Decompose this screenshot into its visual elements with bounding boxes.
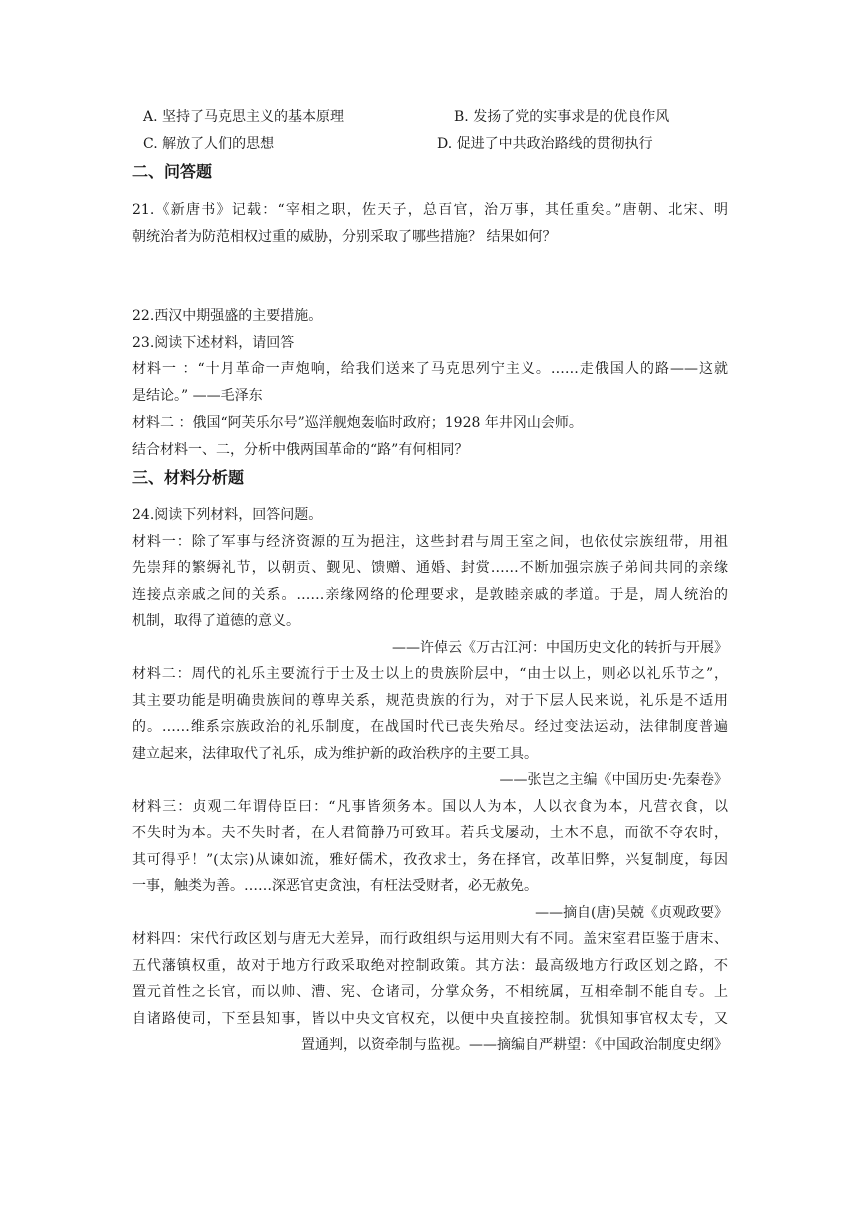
- material-2-line: 建立起来，法律取代了礼乐，成为维护新的政治秩序的主要工具。: [132, 746, 538, 762]
- section-heading-material: 三、材料分析题: [132, 468, 245, 487]
- material-4-line-with-source: 置通判，以资牵制与监视。——摘编自严耕望：《中国政治制度史纲》: [301, 1037, 728, 1053]
- option-b: B. 发扬了党的实事求是的优良作风: [454, 109, 670, 125]
- question-23-line: 23.阅读下述材料，请回答: [132, 335, 295, 351]
- material-3-source: ——摘自(唐)吴兢《贞观政要》: [535, 905, 728, 921]
- material-2-line: 的。……维系宗族政治的礼乐制度，在战国时代已丧失殆尽。经过变法运动，法律制度普遍: [132, 719, 728, 735]
- material-1-line: 先崇拜的繁缛礼节，以朝贡、觐见、馈赠、通婚、封赏……不断加强宗族子弟间共同的亲缘: [132, 560, 728, 576]
- material-4-line: 自诸路使司，下至县知事，皆以中央文官权充，以便中央直接控制。犹惧知事官权太专，又: [132, 1011, 728, 1027]
- question-21-line: 朝统治者为防范相权过重的威胁，分别采取了哪些措施？ 结果如何？: [132, 229, 557, 245]
- material-3-line: 一事，触类为善。……深恶官吏贪浊，有枉法受财者，必无赦免。: [132, 878, 538, 894]
- section-heading-qa: 二、问答题: [132, 162, 213, 181]
- question-23-line: 结合材料一、二，分析中俄两国革命的“路”有何相同？: [132, 442, 469, 458]
- question-23-line: 材料一 ：“十月革命一声炮响，给我们送来了马克思列宁主义。……走俄国人的路——这就: [132, 361, 728, 377]
- material-1-source: ——许倬云《万古江河：中国历史文化的转折与开展》: [392, 640, 728, 656]
- question-23-line: 是结论。” ——毛泽东: [132, 388, 263, 404]
- material-1-line: 机制，取得了道德的意义。: [132, 613, 300, 629]
- question-22: 22.西汉中期强盛的主要措施。: [132, 308, 323, 324]
- material-4-line: 五代藩镇权重，故对于地方行政采取绝对控制政策。其方法：最高级地方行政区划之路，不: [132, 958, 728, 974]
- material-2-line: 材料二：周代的礼乐主要流行于士及士以上的贵族阶层中，“由士以上，则必以礼乐节之”，: [132, 666, 728, 682]
- option-c: C. 解放了人们的思想: [143, 136, 275, 152]
- material-3-line: 其可得乎！”(太宗)从谏如流，雅好儒术，孜孜求士，务在择官，改革旧弊，兴复制度，每因: [132, 852, 728, 868]
- material-1-line: 材料一：除了军事与经济资源的互为挹注，这些封君与周王室之间，也依仗宗族纽带，用祖: [132, 534, 728, 550]
- option-a: A. 坚持了马克思主义的基本原理: [143, 109, 345, 125]
- question-24-intro: 24.阅读下列材料，回答问题。: [132, 507, 323, 523]
- material-1-line: 连接点亲戚之间的关系。……亲缘网络的伦理要求，是敦睦亲戚的孝道。于是，周人统治的: [132, 587, 728, 603]
- material-2-line: 其主要功能是明确贵族间的尊卑关系，规范贵族的行为，对于下层人民来说，礼乐是不适用: [132, 693, 728, 709]
- question-23-line: 材料二 ：俄国“阿芙乐尔号”巡洋舰炮轰临时政府；1928 年井冈山会师。: [132, 415, 583, 431]
- material-3-line: 不失时为本。夫不失时者，在人君简静乃可致耳。若兵戈屡动，土木不息，而欲不夺农时，: [132, 825, 728, 841]
- material-2-source: ——张岂之主编《中国历史·先秦卷》: [499, 772, 728, 788]
- material-4-line: 材料四：宋代行政区划与唐无大差异，而行政组织与运用则大有不同。盖宋室君臣鉴于唐末、: [132, 931, 728, 947]
- question-21-line: 21.《新唐书》记载：“宰相之职，佐天子，总百官，治万事，其任重矣。”唐朝、北宋、明: [132, 202, 728, 218]
- material-4-line: 置元首性之长官，而以帅、漕、宪、仓诸司，分掌众务，不相统属，互相牵制不能自专。上: [132, 984, 728, 1000]
- option-d: D. 促进了中共政治路线的贯彻执行: [437, 136, 653, 152]
- material-3-line: 材料三：贞观二年谓侍臣曰：“凡事皆须务本。国以人为本，人以衣食为本，凡营衣食，以: [132, 799, 728, 815]
